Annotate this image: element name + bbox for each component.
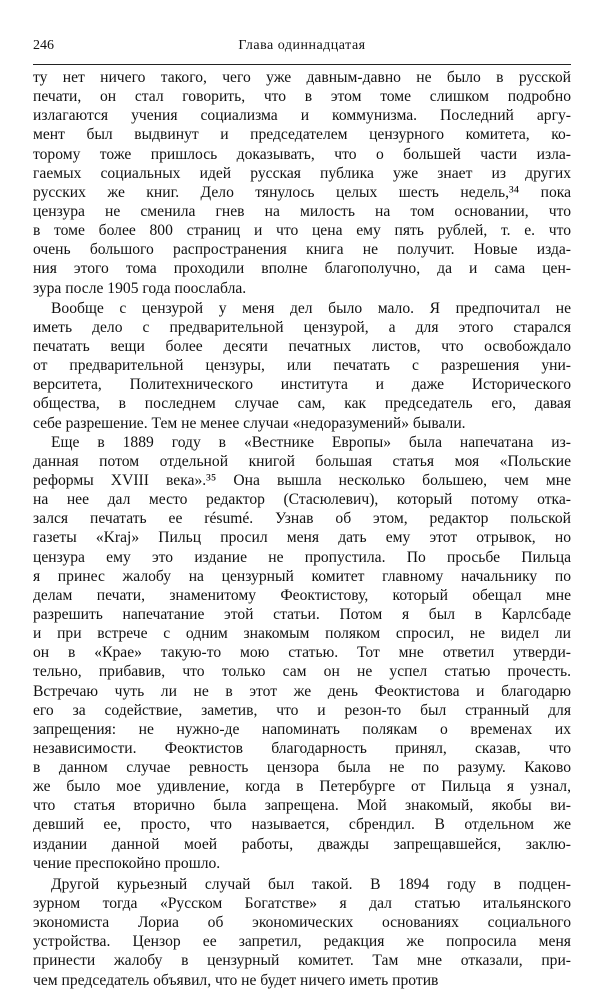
text-line: общества, в последнем случае сам, как председатель его, давая bbox=[33, 395, 571, 413]
text-line: русских же книг. Дело тянулось целых шесть недель,³⁴ пока bbox=[33, 183, 571, 201]
text-line: разрешить напечатание этой статьи. Потом я был в Карлсбаде bbox=[33, 605, 571, 623]
text-line: торому тоже пришлось доказывать, что о большей части изла- bbox=[33, 145, 571, 163]
text-line: независимости. Феоктистов благодарность принял, сказав, что bbox=[33, 739, 571, 757]
text-line: иметь дело с предварительной цензурой, а для этого старался bbox=[33, 318, 571, 336]
page-number: 246 bbox=[33, 38, 54, 53]
text-line: Еще в 1889 году в «Вестнике Европы» была напечатана из- bbox=[51, 433, 571, 451]
text-line: верситета, Политехнического института и даже Исторического bbox=[33, 376, 571, 394]
text-line: делам печати, знаменитому Феоктистову, который обещал мне bbox=[33, 586, 571, 604]
paragraph bbox=[33, 299, 571, 433]
text-line: цензура ему это издание не пропустила. По просьбе Пильца bbox=[33, 548, 571, 566]
text-line: и при встрече с одним знакомым поляком спросил, не видел ли bbox=[33, 625, 571, 643]
text-line: реформы XVIII века».³⁵ Она вышла несколько большею, чем мне bbox=[33, 471, 571, 489]
paragraph bbox=[33, 68, 571, 298]
text-line: его за содействие, заметив, что и резон-то был странный для bbox=[33, 701, 571, 719]
paragraph bbox=[33, 875, 571, 990]
text-line: издании данной моей работы, дважды запрещавшейся, заклю- bbox=[33, 835, 571, 853]
text-line: зура после 1905 года пооcлабла. bbox=[33, 279, 247, 297]
header-rule bbox=[33, 64, 571, 65]
text-line: же было мое удивление, когда в Петербурге от Пильца я узнал, bbox=[33, 778, 571, 796]
paragraph bbox=[33, 433, 571, 873]
text-line: печатать вещи более десяти печатных листов, что освобождало bbox=[33, 337, 571, 355]
text-line: чем председатель объявил, что не будет ничего иметь против bbox=[33, 971, 439, 989]
text-line: что статья вторично была запрещена. Мой знакомый, якобы ви- bbox=[33, 797, 571, 815]
text-line: излагаются учения социализма и коммунизма. Последний аргу- bbox=[33, 107, 571, 125]
text-line: ту нет ничего такого, чего уже давным-давно не было в русской bbox=[33, 69, 571, 86]
text-line: себе разрешение. Тем не менее случаи «недоразумений» бывали. bbox=[33, 414, 466, 432]
text-line: очень большого распространения книга не получит. Новые изда- bbox=[33, 241, 571, 259]
text-line: Другой курьезный случай был такой. В 1894 году в подцен- bbox=[51, 875, 571, 893]
text-line: цензура не сменила гнев на милость на том основании, что bbox=[33, 202, 571, 220]
running-header bbox=[33, 38, 571, 64]
text-line: Встречаю чуть ли не в этот же день Феоктистова и благодарю bbox=[33, 682, 571, 700]
body-text bbox=[33, 68, 571, 990]
text-line: гаемых социальных идей русская публика уже знает из других bbox=[33, 164, 571, 182]
text-line: он в «Крае» такую-то мою статью. Тот мне ответил утверди- bbox=[33, 644, 571, 662]
text-line: в томе более 800 страниц и что цена ему пять рублей, т. е. что bbox=[33, 222, 571, 240]
page bbox=[33, 38, 571, 990]
chapter-title: Глава одиннадцатая bbox=[238, 38, 366, 53]
text-line: в данном случае ревность цензора была не по разуму. Каково bbox=[33, 759, 571, 777]
text-line: от предварительной цензуры, или печатать с разрешения уни- bbox=[33, 357, 571, 375]
text-line: данная потом отдельной книгой большая статья моя «Польские bbox=[33, 452, 571, 470]
text-line: печати, он стал говорить, что в этом томе слишком подробно bbox=[33, 88, 571, 106]
text-line: зался печатать ее résumé. Узнав об этом, редактор польской bbox=[33, 510, 571, 528]
text-line: я принес жалобу на цензурный комитет главному начальнику по bbox=[33, 567, 571, 585]
text-line: принести жалобу в цензурный комитет. Там мне отказали, при- bbox=[33, 952, 571, 970]
text-line: устройства. Цензор ее запретил, редакция же попросила меня bbox=[33, 933, 571, 951]
text-line: экономиста Лориа об экономических основаниях социального bbox=[33, 914, 571, 932]
text-line: ния этого тома проходили вполне благополучно, да и сама цен- bbox=[33, 260, 571, 278]
text-line: мент был выдвинут и председателем цензурного комитета, ко- bbox=[33, 126, 571, 144]
text-line: на нее дал место редактор (Стасюлевич), который потому отка- bbox=[33, 491, 571, 509]
text-line: зурном тогда «Русском Богатстве» я дал статью итальянского bbox=[33, 895, 571, 913]
text-line: газеты «Kraj» Пильц просил меня дать ему этот отрывок, но bbox=[33, 529, 571, 547]
text-line: девший ее, просто, что называется, сбрендил. В отдельном же bbox=[33, 816, 571, 834]
text-line: Вообще с цензурой у меня дел было мало. Я предпочитал не bbox=[51, 299, 571, 317]
text-line: запрещения: не нужно-де напоминать полякам о временах их bbox=[33, 720, 571, 738]
text-line: чение преспокойно прошло. bbox=[33, 854, 221, 872]
text-line: тельно, прибавив, что только сам он не успел статью прочесть. bbox=[33, 663, 571, 681]
